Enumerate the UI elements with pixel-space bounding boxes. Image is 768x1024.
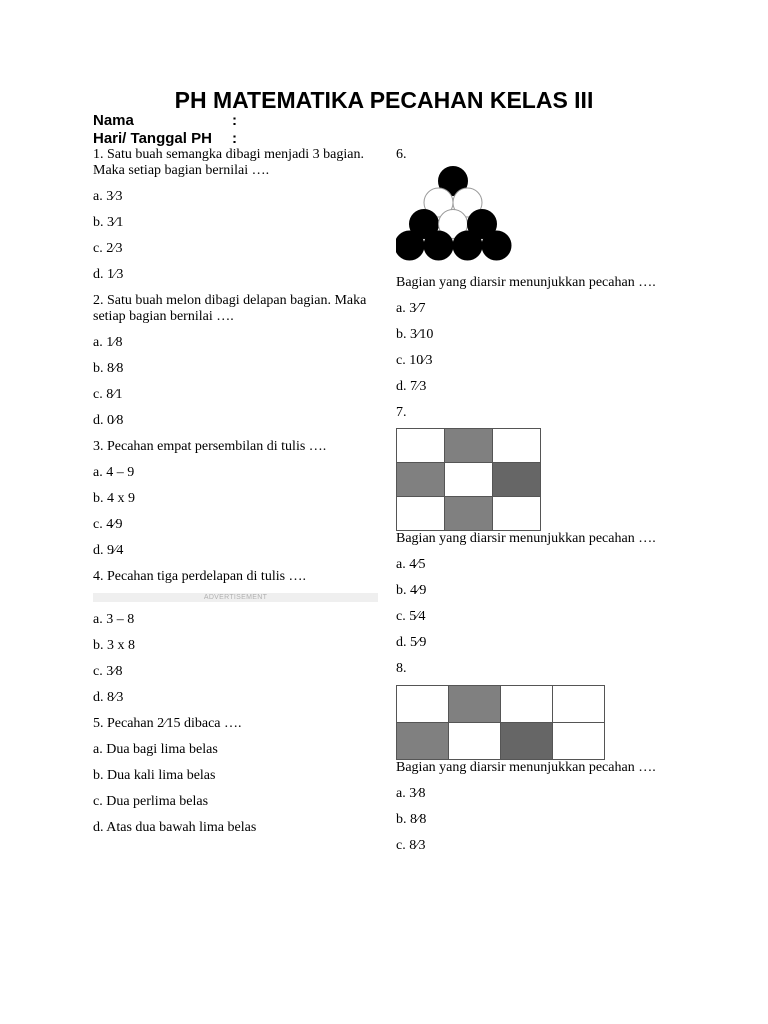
question-6 xyxy=(396,147,686,395)
question-7-option-d: d. 5⁄9 xyxy=(396,635,427,650)
question-8-option-a: a. 3⁄8 xyxy=(396,786,426,801)
question-2-option-d: d. 0⁄8 xyxy=(93,413,124,428)
question-2 xyxy=(93,293,378,429)
filled-circle xyxy=(396,231,424,260)
grid-row xyxy=(397,723,605,760)
question-8-option-b: b. 8⁄8 xyxy=(396,812,427,827)
unshaded-cell xyxy=(553,686,605,723)
unshaded-cell xyxy=(397,497,445,531)
question-3-option-d: d. 9⁄4 xyxy=(93,543,124,558)
shaded-cell xyxy=(445,497,493,531)
question-2-option-c: c. 8⁄1 xyxy=(93,387,123,402)
unshaded-cell xyxy=(493,497,541,531)
question-8-option-c: c. 8⁄3 xyxy=(396,838,426,853)
question-1 xyxy=(93,147,378,283)
question-7-option-a: a. 4⁄5 xyxy=(396,557,426,572)
question-1-option-b: b. 3⁄1 xyxy=(93,215,124,230)
question-8-text: Bagian yang diarsir menunjukkan pecahan …. xyxy=(396,760,656,775)
question-5-option-a: a. Dua bagi lima belas xyxy=(93,742,218,757)
filled-circle xyxy=(424,231,453,260)
grid-row xyxy=(397,686,605,723)
question-8 xyxy=(396,661,686,854)
question-3 xyxy=(93,439,378,559)
right-column xyxy=(396,147,686,864)
name-colon: : xyxy=(232,112,237,129)
question-5 xyxy=(93,716,378,836)
question-6-number: 6. xyxy=(396,147,407,162)
unshaded-cell xyxy=(449,723,501,760)
question-6-text: Bagian yang diarsir menunjukkan pecahan …. xyxy=(396,275,656,290)
date-label: Hari/ Tanggal PH xyxy=(93,130,212,147)
question-7-number: 7. xyxy=(396,405,407,420)
filled-circle xyxy=(453,231,482,260)
question-3-text: 3. Pecahan empat persembilan di tulis …. xyxy=(93,439,327,454)
date-colon: : xyxy=(232,130,237,147)
question-6-option-b: b. 3⁄10 xyxy=(396,327,434,342)
name-label: Nama xyxy=(93,112,134,129)
question-8-number: 8. xyxy=(396,661,407,676)
question-4-option-c: c. 3⁄8 xyxy=(93,664,123,679)
question-1-text: 1. Satu buah semangka dibagi menjadi 3 bagian. Maka setiap bagian bernilai …. xyxy=(93,147,364,178)
unshaded-cell xyxy=(501,686,553,723)
grid-row xyxy=(397,429,541,463)
unshaded-cell xyxy=(493,429,541,463)
question-3-option-b: b. 4 x 9 xyxy=(93,491,135,506)
question-5-option-d: d. Atas dua bawah lima belas xyxy=(93,820,257,835)
question-5-text: 5. Pecahan 2⁄15 dibaca …. xyxy=(93,716,242,731)
shaded-grid-4x2 xyxy=(396,685,605,760)
question-7 xyxy=(396,405,686,651)
advertisement-banner[interactable]: ADVERTISEMENT xyxy=(93,593,378,602)
grid-row xyxy=(397,463,541,497)
question-4-option-d: d. 8⁄3 xyxy=(93,690,124,705)
question-7-option-b: b. 4⁄9 xyxy=(396,583,427,598)
filled-circle xyxy=(482,231,511,260)
date-field xyxy=(93,130,237,148)
shaded-cell xyxy=(397,723,449,760)
shaded-cell xyxy=(449,686,501,723)
question-6-option-a: a. 3⁄7 xyxy=(396,301,426,316)
question-5-option-b: b. Dua kali lima belas xyxy=(93,768,216,783)
shaded-cell xyxy=(397,463,445,497)
unshaded-cell xyxy=(445,463,493,497)
left-column xyxy=(93,147,378,846)
question-3-option-c: c. 4⁄9 xyxy=(93,517,123,532)
question-2-option-a: a. 1⁄8 xyxy=(93,335,123,350)
page-title: PH MATEMATIKA PECAHAN KELAS III xyxy=(174,87,594,113)
question-4-option-a: a. 3 – 8 xyxy=(93,612,135,627)
grid-row xyxy=(397,497,541,531)
question-1-option-d: d. 1⁄3 xyxy=(93,267,124,282)
unshaded-cell xyxy=(553,723,605,760)
question-2-option-b: b. 8⁄8 xyxy=(93,361,124,376)
unshaded-cell xyxy=(397,686,449,723)
question-3-option-a: a. 4 – 9 xyxy=(93,465,135,480)
shaded-cell xyxy=(501,723,553,760)
shaded-cell xyxy=(493,463,541,497)
question-6-option-c: c. 10⁄3 xyxy=(396,353,433,368)
unshaded-cell xyxy=(397,429,445,463)
name-field xyxy=(93,112,237,130)
shaded-grid-3x3 xyxy=(396,428,541,531)
question-7-option-c: c. 5⁄4 xyxy=(396,609,426,624)
question-4-option-b: b. 3 x 8 xyxy=(93,638,135,653)
question-1-option-a: a. 3⁄3 xyxy=(93,189,123,204)
question-7-text: Bagian yang diarsir menunjukkan pecahan …. xyxy=(396,531,656,546)
question-6-option-d: d. 7⁄3 xyxy=(396,379,427,394)
question-4-text: 4. Pecahan tiga perdelapan di tulis …. xyxy=(93,569,307,584)
circle-triangle-figure xyxy=(396,165,516,273)
question-4 xyxy=(93,569,378,706)
question-2-text: 2. Satu buah melon dibagi delapan bagian. Maka setiap bagian bernilai …. xyxy=(93,293,367,324)
question-5-option-c: c. Dua perlima belas xyxy=(93,794,209,809)
shaded-cell xyxy=(445,429,493,463)
question-1-option-c: c. 2⁄3 xyxy=(93,241,123,256)
